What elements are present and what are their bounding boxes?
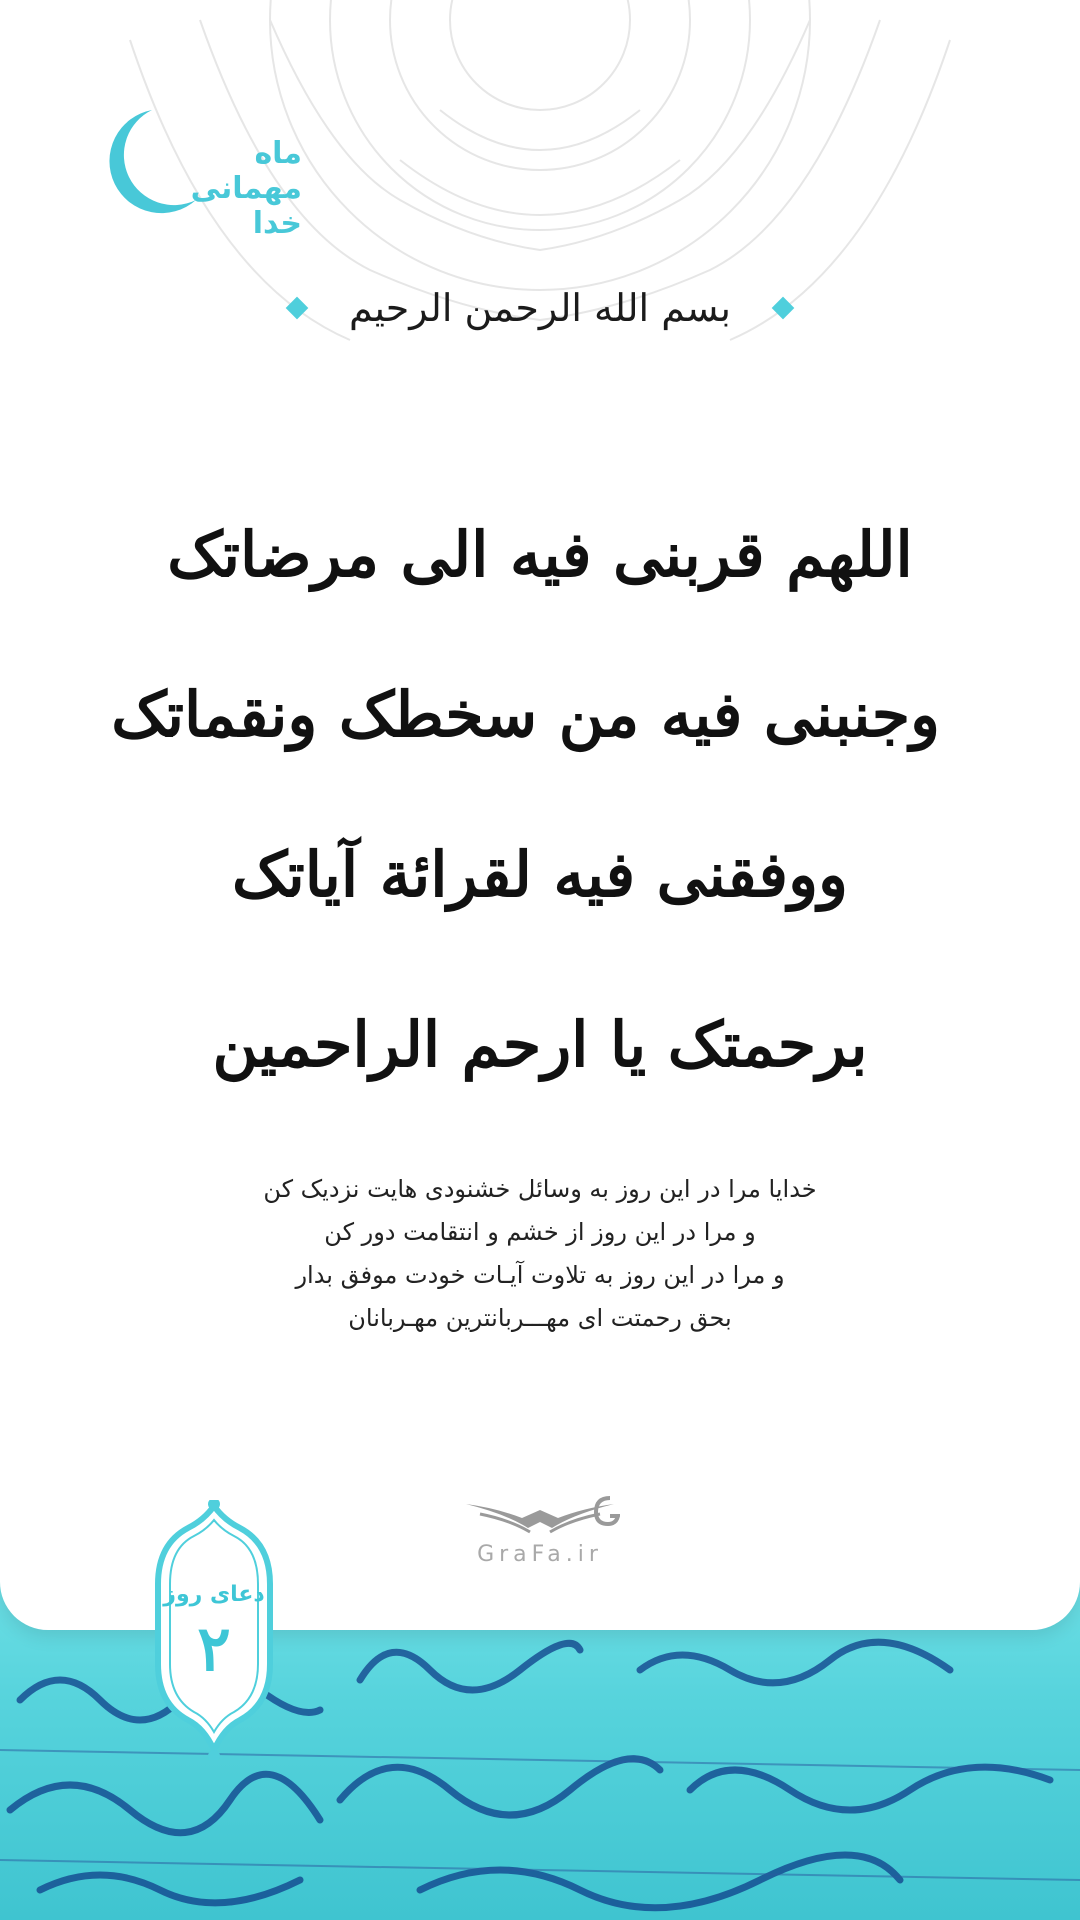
badge-title: دعای روز — [163, 1582, 265, 1607]
prayer-line-4: برحمتک یا ارحم الراحمین — [212, 1008, 868, 1081]
prayer-line-2: وجنبنی فیه من سخطک ونقماتک — [111, 678, 940, 751]
translation-line-1: خدایا مرا در این روز به وسائل خشنودی هایت نزدیک کن — [263, 1175, 817, 1203]
publisher-name: GraFa.ir — [477, 1542, 603, 1567]
prayer-line-3: ووفقنی فیه لقرائة آیاتک — [232, 838, 848, 911]
brand-logo-text: ماه مهمانی خدا — [190, 136, 302, 241]
day-number: ۲ — [197, 1612, 231, 1685]
day-badge — [152, 1500, 276, 1760]
grafa-wings-logo-icon — [460, 1490, 620, 1540]
persian-translation — [140, 1168, 940, 1340]
publisher-logo[interactable] — [460, 1490, 620, 1570]
translation-line-2: و مرا در این روز از خشم و انتقامت دور کن — [324, 1218, 756, 1246]
basmala-header — [0, 280, 1080, 336]
diamond-ornament-icon — [285, 296, 309, 320]
brand-logo — [92, 96, 302, 241]
basmala: بسم الله الرحمن الرحیم — [349, 286, 731, 330]
translation-line-3: و مرا در این روز به تلاوت آیـات خودت موفق بدار — [295, 1261, 785, 1289]
diamond-ornament-icon — [771, 296, 795, 320]
prayer-line-1: اللهم قربنی فیه الی مرضاتک — [167, 518, 913, 591]
translation-line-4: بحق رحمتت ای مهـــربانترین مهـربانان — [348, 1304, 732, 1332]
